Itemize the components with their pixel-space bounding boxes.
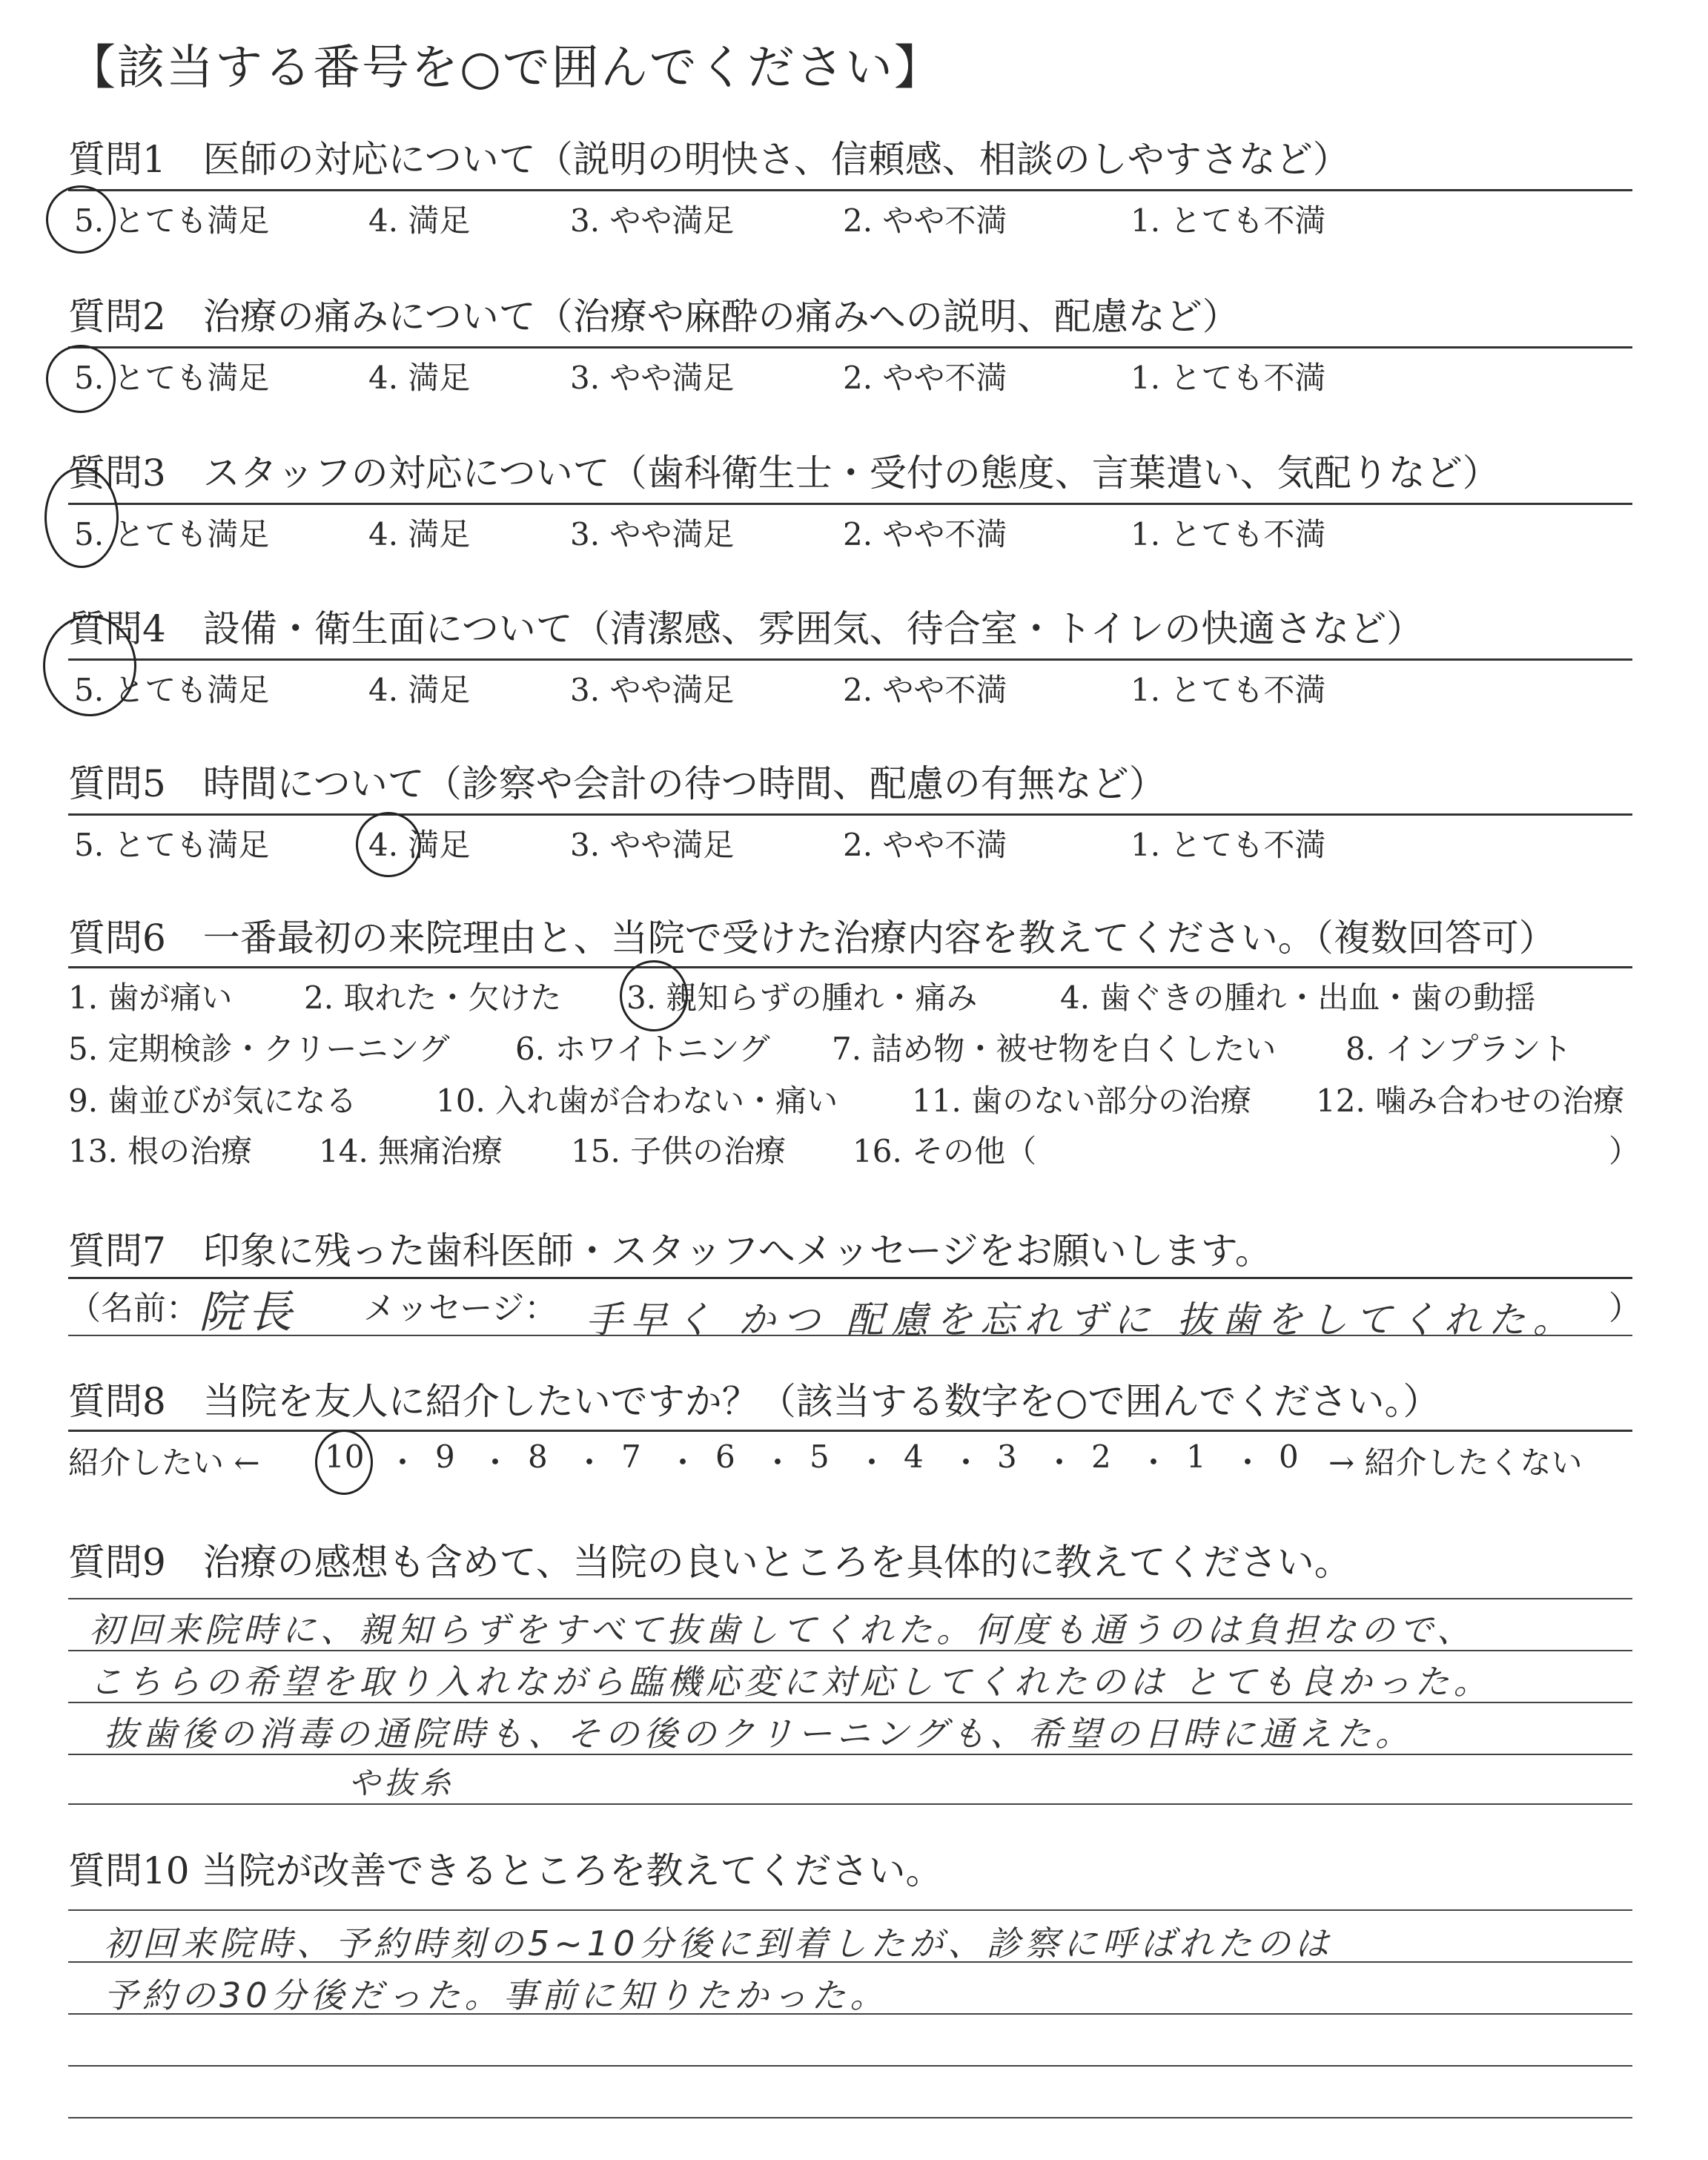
- q6-option-7[interactable]: 7. 詰め物・被せ物を白くしたい: [832, 1031, 1277, 1067]
- q8-value-1[interactable]: 1: [1186, 1439, 1206, 1475]
- option-5[interactable]: 5. とても満足: [74, 672, 270, 708]
- question-5-heading: 質問5 時間について（診察や会計の待つ時間、配慮の有無など）: [68, 762, 1166, 805]
- q6-option-16[interactable]: 16. その他（: [853, 1133, 1037, 1169]
- q9-line-0: [68, 1598, 1632, 1599]
- question-9: [68, 1536, 1632, 1588]
- question-8-heading: 質問8 当院を友人に紹介したいですか？（該当する数字を○で囲んでください。）: [68, 1380, 1440, 1423]
- question-5: [68, 758, 1632, 810]
- option-3[interactable]: 3. やや満足: [570, 672, 735, 708]
- q9-insert-note: や抜糸: [348, 1765, 456, 1801]
- q6-option-13[interactable]: 13. 根の治療: [68, 1133, 253, 1169]
- q7-name-handwritten: 院長: [199, 1287, 297, 1338]
- q6-option-11[interactable]: 11. 歯のない部分の治療: [912, 1083, 1252, 1119]
- q8-value-10[interactable]: 10: [325, 1439, 365, 1475]
- q10-answer-line-1: 初回来院時、予約時刻の5~10分後に到着したが、診察に呼ばれたのは: [104, 1923, 1334, 1964]
- answer-circle-q2: [46, 345, 116, 413]
- q6-option-8[interactable]: 8. インプラント: [1345, 1031, 1572, 1067]
- option-3[interactable]: 3. やや満足: [570, 516, 735, 552]
- question-3: [68, 447, 1632, 499]
- option-5[interactable]: 5. とても満足: [74, 202, 270, 239]
- q6-option-2[interactable]: 2. 取れた・欠けた: [304, 980, 562, 1016]
- option-2[interactable]: 2. やや不満: [843, 827, 1007, 863]
- option-2[interactable]: 2. やや不満: [843, 360, 1007, 396]
- option-5[interactable]: 5. とても満足: [74, 360, 270, 396]
- question-8: [68, 1375, 1632, 1427]
- q9-line-1: [68, 1650, 1632, 1651]
- page-title: 【該当する番号を○で囲んでください】: [68, 41, 943, 96]
- answer-circle-q3: [44, 467, 119, 568]
- q9-answer-line-3: 抜歯後の消毒の通院時も、その後のクリーニングも、希望の日時に通えた。: [104, 1714, 1414, 1754]
- q9-line-4: [68, 1803, 1632, 1805]
- q8-value-5[interactable]: 5: [810, 1439, 830, 1475]
- q8-left-label: 紹介したい ←: [68, 1444, 260, 1481]
- option-3[interactable]: 3. やや満足: [570, 827, 735, 863]
- option-2[interactable]: 2. やや不満: [843, 516, 1007, 552]
- q10-line-1: [68, 1961, 1632, 1963]
- q8-right-label: → 紹介したくない: [1328, 1444, 1583, 1481]
- q6-other-close-paren: ）: [1609, 1133, 1641, 1169]
- question-1: [68, 133, 1632, 185]
- q7-answer-line: [68, 1335, 1632, 1336]
- q7-message-label: メッセージ：: [363, 1289, 557, 1327]
- q9-answer-line-1: 初回来院時に、親知らずをすべて抜歯してくれた。何度も通うのは負担なので、: [89, 1610, 1476, 1650]
- q6-option-4[interactable]: 4. 歯ぐきの腫れ・出血・歯の動揺: [1060, 980, 1536, 1016]
- q6-option-6[interactable]: 6. ホワイトニング: [515, 1031, 770, 1067]
- answer-circle-q6: [620, 960, 688, 1031]
- option-4[interactable]: 4. 満足: [368, 516, 471, 552]
- question-4: [68, 603, 1632, 655]
- question-1-rule: [68, 189, 1632, 191]
- q7-message-handwritten: 手早く かつ 配慮を忘れずに 抜歯をしてくれた。: [586, 1298, 1578, 1341]
- q8-value-9[interactable]: 9: [435, 1439, 455, 1475]
- option-1[interactable]: 1. とても不満: [1131, 827, 1326, 863]
- q8-value-8[interactable]: 8: [528, 1439, 548, 1475]
- q8-value-7[interactable]: 7: [621, 1439, 641, 1475]
- option-4[interactable]: 4. 満足: [368, 672, 471, 708]
- q8-value-6[interactable]: 6: [715, 1439, 735, 1475]
- question-4-heading: 質問4 設備・衛生面について（清潔感、雰囲気、待合室・トイレの快適さなど）: [68, 607, 1424, 650]
- question-6-rule: [68, 966, 1632, 968]
- q6-option-9[interactable]: 9. 歯並びが気になる: [68, 1083, 357, 1119]
- answer-circle-q8: [315, 1430, 373, 1495]
- question-7: [68, 1225, 1632, 1277]
- q10-line-2: [68, 2013, 1632, 2015]
- option-5[interactable]: 5. とても満足: [74, 516, 270, 552]
- q6-option-12[interactable]: 12. 噛み合わせの治療: [1316, 1083, 1625, 1119]
- question-8-rule: [68, 1430, 1632, 1432]
- q8-scale: 紹介したい ← 10 ・ 9 ・ 8 ・ 7 ・ 6 ・ 5 ・ 4 ・ 3 ・ 2 ・ 1 ・ 0 → 紹介したくない: [68, 1439, 1632, 1483]
- q8-value-2[interactable]: 2: [1091, 1439, 1111, 1475]
- option-3[interactable]: 3. やや満足: [570, 360, 735, 396]
- option-1[interactable]: 1. とても不満: [1131, 516, 1326, 552]
- q9-line-2: [68, 1702, 1632, 1703]
- q8-value-0[interactable]: 0: [1279, 1439, 1299, 1475]
- option-4[interactable]: 4. 満足: [368, 360, 471, 396]
- option-4[interactable]: 4. 満足: [368, 827, 471, 863]
- option-5[interactable]: 5. とても満足: [74, 827, 270, 863]
- question-7-heading: 質問7 印象に残った歯科医師・スタッフへメッセージをお願いします。: [68, 1229, 1272, 1272]
- option-2[interactable]: 2. やや不満: [843, 672, 1007, 708]
- q6-option-10[interactable]: 10. 入れ歯が合わない・痛い: [436, 1083, 838, 1119]
- q9-line-3: [68, 1754, 1632, 1755]
- q10-line-3: [68, 2065, 1632, 2067]
- question-2-heading: 質問2 治療の痛みについて（治療や麻酔の痛みへの説明、配慮など）: [68, 295, 1239, 338]
- q10-line-4: [68, 2117, 1632, 2118]
- answer-circle-q5: [356, 812, 421, 877]
- question-2: [68, 291, 1632, 343]
- question-1-heading: 質問1 医師の対応について（説明の明快さ、信頼感、相談のしやすさなど）: [68, 138, 1350, 181]
- option-1[interactable]: 1. とても不満: [1131, 672, 1326, 708]
- answer-circle-q1: [46, 185, 116, 254]
- question-6: [68, 912, 1632, 964]
- q10-answer-line-2: 予約の30分後だった。事前に知りたかった。: [104, 1975, 889, 2015]
- question-5-rule: [68, 813, 1632, 816]
- q6-option-15[interactable]: 15. 子供の治療: [571, 1133, 787, 1169]
- q10-line-0: [68, 1909, 1632, 1911]
- question-10-heading: 質問10 当院が改善できるところを教えてください。: [68, 1849, 943, 1892]
- question-9-heading: 質問9 治療の感想も含めて、当院の良いところを具体的に教えてください。: [68, 1541, 1351, 1584]
- q8-value-4[interactable]: 4: [904, 1439, 924, 1475]
- q6-option-1[interactable]: 1. 歯が痛い: [68, 980, 233, 1016]
- question-10: [68, 1845, 1632, 1897]
- answer-circle-q4: [43, 615, 136, 716]
- question-4-rule: [68, 658, 1632, 661]
- question-3-heading: 質問3 スタッフの対応について（歯科衛生士・受付の態度、言葉遣い、気配りなど）: [68, 452, 1500, 495]
- option-1[interactable]: 1. とても不満: [1131, 202, 1326, 239]
- option-3[interactable]: 3. やや満足: [570, 202, 735, 239]
- q6-option-5[interactable]: 5. 定期検診・クリーニング: [68, 1031, 450, 1067]
- q7-close-paren: ）: [1609, 1289, 1641, 1327]
- question-2-rule: [68, 346, 1632, 349]
- q6-option-14[interactable]: 14. 無痛治療: [319, 1133, 503, 1169]
- q8-value-3[interactable]: 3: [997, 1439, 1017, 1475]
- question-3-rule: [68, 503, 1632, 505]
- q7-name-label: （名前：: [68, 1289, 199, 1327]
- option-1[interactable]: 1. とても不満: [1131, 360, 1326, 396]
- q9-answer-line-2: こちらの希望を取り入れながら臨機応変に対応してくれたのは とても良かった。: [89, 1662, 1492, 1702]
- option-4[interactable]: 4. 満足: [368, 202, 471, 239]
- question-7-rule: [68, 1277, 1632, 1279]
- option-2[interactable]: 2. やや不満: [843, 202, 1007, 239]
- q6-option-3[interactable]: 3. 親知らずの腫れ・痛み: [626, 980, 978, 1016]
- question-6-heading: 質問6 一番最初の来院理由と、当院で受けた治療内容を教えてください。（複数回答可）: [68, 916, 1556, 960]
